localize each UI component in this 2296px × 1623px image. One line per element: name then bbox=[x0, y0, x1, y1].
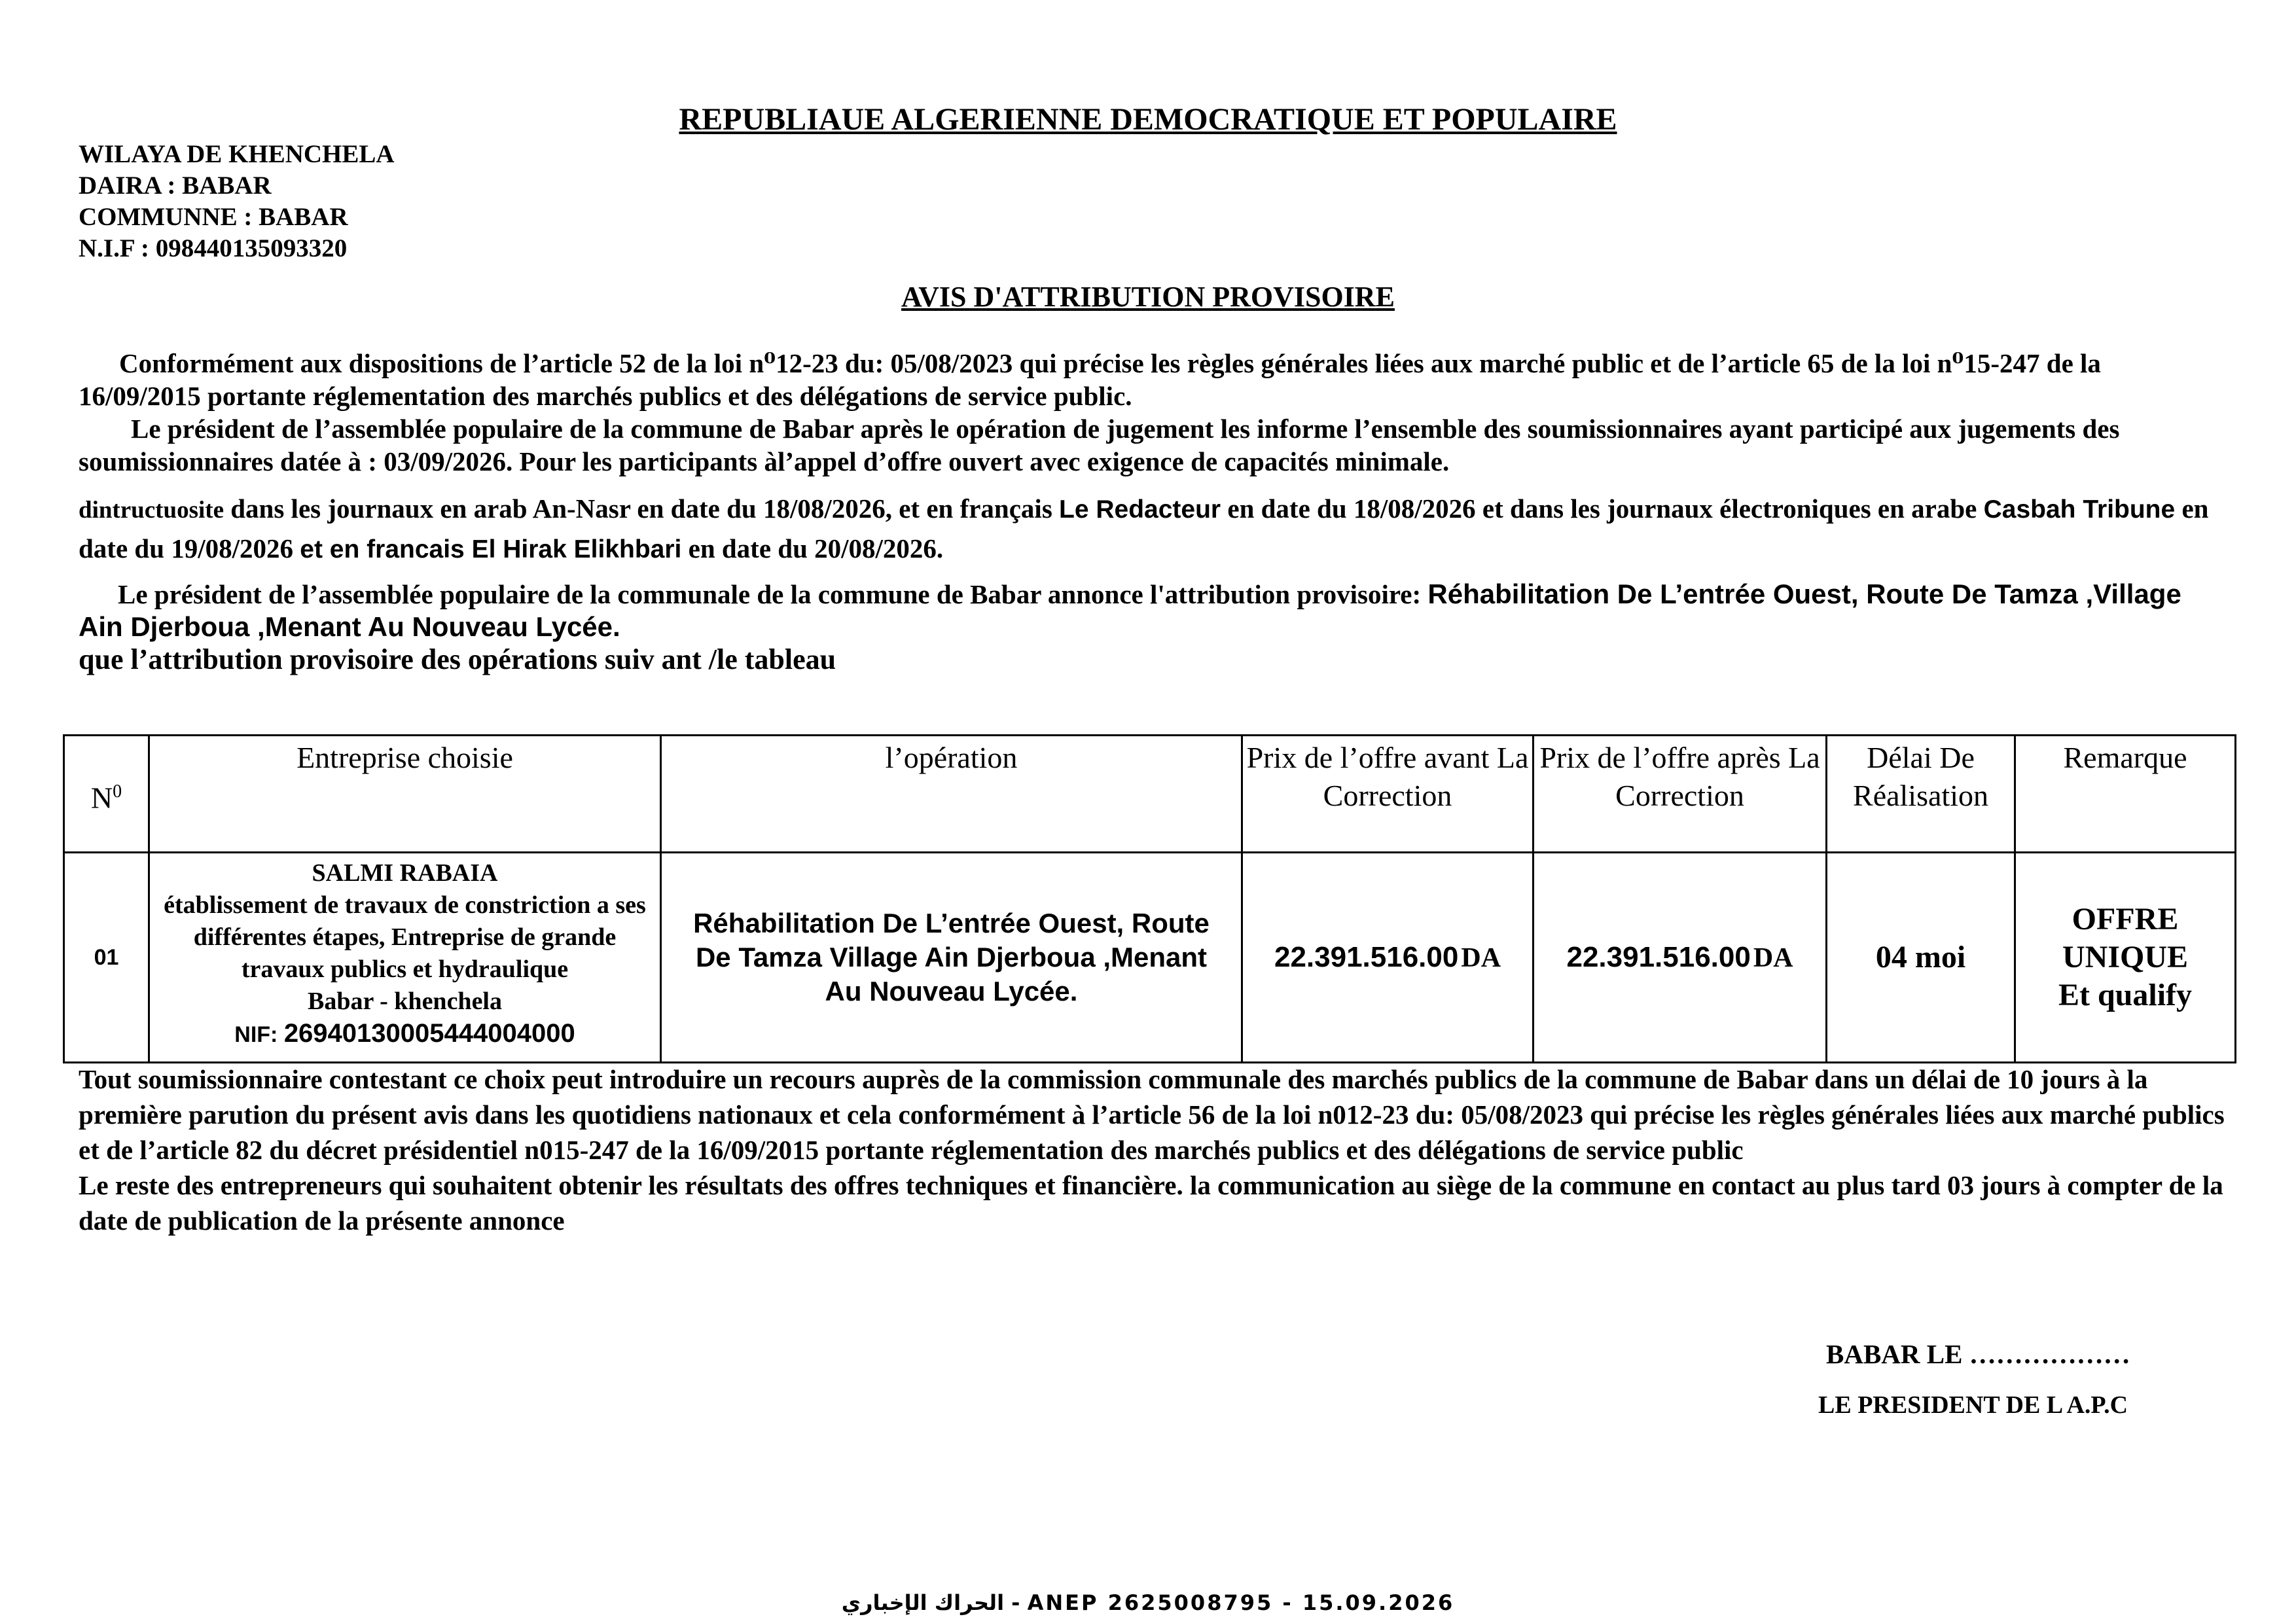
publication-term: dintructuosite bbox=[79, 497, 224, 524]
entreprise-name: SALMI RABAIA bbox=[312, 859, 498, 887]
publication-text-1: dans les journaux en arab An-Nasr en date du 18/08/2026, et en français bbox=[224, 493, 1060, 524]
row-delai: 04 moi bbox=[1827, 853, 2015, 1063]
table-intro: que l’attribution provisoire des opérations suiv ant /le tableau bbox=[79, 643, 836, 675]
entreprise-nif: NIF: 26940130005444004000 bbox=[234, 1019, 575, 1048]
entreprise-location: Babar - khenchela bbox=[307, 988, 502, 1015]
header-operation: l’opération bbox=[661, 736, 1242, 853]
newspaper-el-hirak: et en francais El Hirak Elikhbari bbox=[300, 535, 682, 563]
row-operation: Réhabilitation De L’entrée Ouest, Route De Tamza Village Ain Djerboua ,Menant Au Nouveau Lycée. bbox=[661, 853, 1242, 1063]
wilaya-line: WILAYA DE KHENCHELA bbox=[79, 140, 395, 168]
publication-text-4: en date du 20/08/2026. bbox=[681, 533, 944, 563]
legal-basis-paragraph: Conformément aux dispositions de l’article 52 de la loi n⁰12-23 du: 05/08/2023 qui précise les règles générales liées aux marché public et de l’article 65 de la loi n⁰15-247 de la 16/09/2015 portante réglementation des marchés publics et des délégations de service public. bbox=[79, 348, 2101, 411]
newspaper-casbah-tribune: Casbah Tribune bbox=[1983, 495, 2176, 524]
publication-paragraph bbox=[79, 490, 2217, 569]
signature-place-date: BABAR LE ……………… bbox=[1826, 1339, 2130, 1369]
administration-block bbox=[79, 139, 395, 264]
row-prix-apres: 22.391.516.00 DA bbox=[1534, 853, 1827, 1063]
header-prix-avant: Prix de l’offre avant La Correction bbox=[1242, 736, 1534, 853]
publication-text-3: en date du 19/08/2026 bbox=[79, 493, 2209, 563]
header-prix-apres: Prix de l’offre après La Correction bbox=[1534, 736, 1827, 853]
notice-body bbox=[79, 347, 2217, 676]
commune-line: COMMUNNE : BABAR bbox=[79, 203, 348, 231]
header-entreprise: Entreprise choisie bbox=[149, 736, 661, 853]
row-num: 01 bbox=[64, 853, 149, 1063]
closing-block bbox=[79, 1061, 2238, 1238]
header-remarque: Remarque bbox=[2015, 736, 2236, 853]
row-entreprise bbox=[149, 853, 661, 1063]
header-num: $N^0$ bbox=[64, 736, 149, 853]
remarque-line-2: UNIQUE bbox=[2062, 940, 2189, 974]
table-header-row bbox=[64, 736, 2236, 853]
newspaper-le-redacteur: Le Redacteur bbox=[1059, 495, 1221, 524]
recourse-paragraph: Tout soumissionnaire contestant ce choix peut introduire un recours auprès de la commission communale des marchés publics de la commune de Babar dans un délai de 10 jours à la première parution du présent avis dans les quotidiens nationaux et cela conformément à l’article 56 de la loi n012-23 du: 05/08/2023 qui précise les règles générales liées aux marché publics et de l’article 82 du décret présidentiel n015-247 de la 16/09/2015 portante réglementation des marchés publics et des délégations de service public bbox=[79, 1064, 2225, 1165]
publication-footer: الحراك الإخباري - ANEP 2625008795 - 15.09.2026 bbox=[841, 1590, 1455, 1615]
entreprise-description: établissement de travaux de constriction a ses différentes étapes, Entreprise de grande travaux publics et hydraulique bbox=[164, 891, 646, 983]
daira-line: DAIRA : BABAR bbox=[79, 171, 272, 200]
notice-title: AVIS D'ATTRIBUTION PROVISOIRE bbox=[901, 281, 1395, 313]
header-delai: Délai De Réalisation bbox=[1827, 736, 2015, 853]
nif-line: N.I.F : 098440135093320 bbox=[79, 234, 348, 262]
attribution-text: Le président de l’assemblée populaire de la communale de la commune de Babar annonce l'attribution provisoire: bbox=[118, 579, 1428, 609]
publication-text-2: en date du 18/08/2026 et dans les journaux électroniques en arabe bbox=[1221, 493, 1984, 524]
results-paragraph: Le reste des entrepreneurs qui souhaitent obtenir les résultats des offres techniques et financière. la communication au siège de la commune en contact au plus tard 03 jours à compter de la date de publication de la présente annonce bbox=[79, 1170, 2223, 1236]
republic-title: REPUBLIAUE ALGERIENNE DEMOCRATIQUE ET POPULAIRE bbox=[679, 102, 1617, 137]
signature-signatory: LE PRESIDENT DE L A.P.C bbox=[1818, 1391, 2128, 1419]
table-row bbox=[64, 853, 2236, 1063]
attribution-paragraph bbox=[79, 578, 2217, 643]
row-remarque bbox=[2015, 853, 2236, 1063]
remarque-line-3: Et qualify bbox=[2058, 978, 2193, 1012]
remarque-line-1: OFFRE bbox=[2072, 902, 2179, 936]
row-prix-avant: 22.391.516.00 DA bbox=[1242, 853, 1534, 1063]
evaluation-paragraph: Le président de l’assemblée populaire de la commune de Babar après le opération de jugement les informe l’ensemble des soumissionnaires ayant participé aux jugements des soumissionnaires datée à : 03/09/2026. Pour les participants àl’appel d’offre ouvert avec exigence de capacités minimale. bbox=[79, 414, 2120, 476]
attribution-operation: Réhabilitation De L’entrée Ouest, Route De Tamza ,Village Ain Djerboua ,Menant Au Nouveau Lycée. bbox=[79, 579, 2181, 642]
attribution-table bbox=[63, 734, 2236, 1063]
